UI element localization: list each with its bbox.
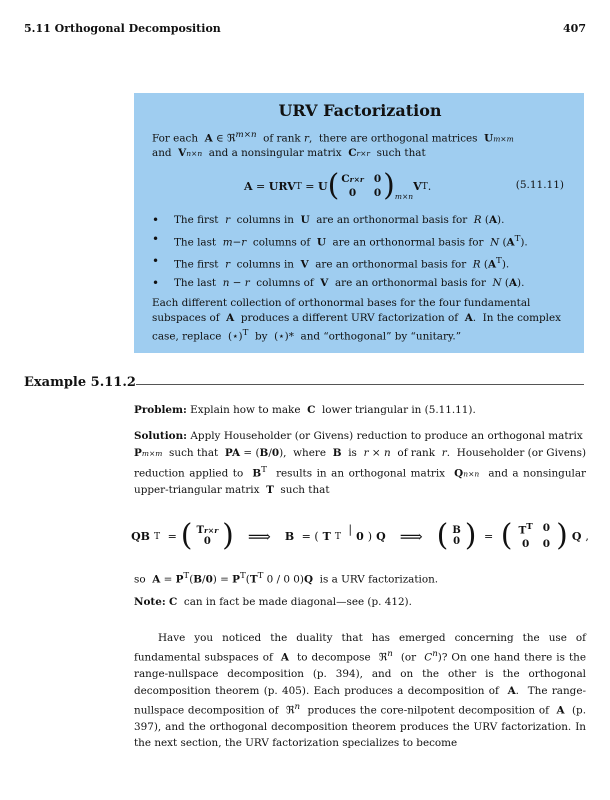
body-paragraph (134, 630, 586, 752)
problem-label: Problem: (134, 404, 187, 416)
theorem-closing: Each different collection of orthonormal bases for the four fundamental subspaces of A produces a different URV factorization of A. In the complex case, replace (⋆)$^T$ by (⋆)* and “orthogonal” by “unitary.” (152, 297, 561, 343)
so-line: so $A = P^T(B/0) = P^T(T^T$ 0 / 0 0)Q is a URV factorization. (134, 571, 439, 586)
theorem-title: URV Factorization (278, 101, 442, 120)
theorem-intro-line1: For each A ∈ ℜ$^{m\times n}$ of rank r, there are orthogonal matrices Um×m (152, 130, 514, 145)
bullet-item: • The last m−r columns of U are an orthonormal basis for N $(A^T)$. (152, 230, 568, 252)
note-line: Note: C can in fact be made diagonal—see (p. 412). (134, 596, 412, 608)
problem-line: Problem: Explain how to make C lower triangular in (5.11.11). (134, 404, 476, 416)
bullet-item: • The last n − r columns of V are an orthonormal basis for N (A). (152, 274, 568, 293)
bullet-item: • The first r columns in U are an orthonormal basis for R (A). (152, 211, 568, 230)
section-header: 5.11 Orthogonal Decomposition (24, 22, 221, 35)
note-label: Note: (134, 596, 166, 608)
urv-theorem-box (134, 93, 584, 353)
theorem-intro-line2: and Vn×n and a nonsingular matrix Cr×r such that (152, 147, 426, 160)
solution-label: Solution: (134, 430, 188, 442)
example-divider (136, 384, 584, 385)
urv-equation: A = URV T = U ( Cr×r 0 0 0 ) m×n V T . (5.11.11) (244, 168, 564, 204)
page-number: 407 (563, 22, 586, 35)
bullet-item: • The first r columns in V are an orthonormal basis for R $(A^T)$. (152, 252, 568, 274)
solution-text: Solution: Apply Householder (or Givens) reduction to produce an orthogonal matrix Pm×m such that PA = (B/0), where B is r × n of rank r. Householder (or Givens) reduction applied to $B^T$ results in an orthogonal matrix Qn×n and a nonsingular upper-triangular matrix T such that (134, 430, 586, 497)
theorem-bullets (152, 211, 568, 292)
example-title: Example 5.11.2 (24, 375, 136, 390)
body-paragraph-text: Have you noticed the duality that has emerged concerning the use of fundamental subspaces of A to decompose ℜ$^n$ (or $C^n$)? On one hand there is the range-nullspace decomposition (p. 394), and on the other is the orthogonal decomposition theorem (p. 405). Each produces a decomposition of A. The range-nullspace decomposition of ℜ$^n$ produces the core-nilpotent decomposition of A (p. 397), and the orthogonal decomposition theorem produces the URV factorization. In the next section, the URV factorization specializes to become (134, 632, 587, 750)
display-equation: QB T = ( Tr×r 0 ) ⟹ B = ( T T | 0 ) Q ⟹ ( B 0 ) = ( $T^T$ 0 0 0 ) Q , (131, 518, 589, 553)
equation-number: (5.11.11) (515, 179, 564, 192)
